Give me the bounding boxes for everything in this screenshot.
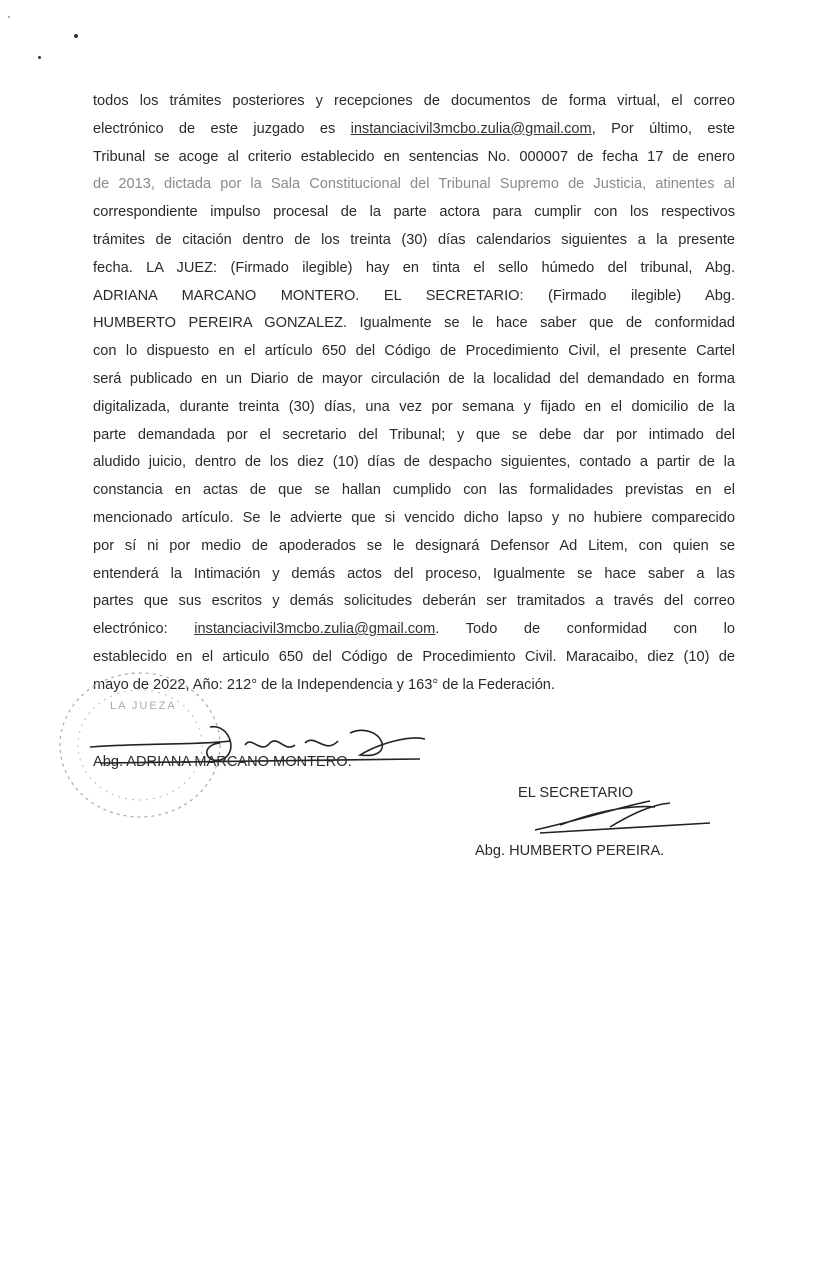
body-line: ADRIANA MARCANO MONTERO. EL SECRETARIO: (Firmado ilegible) Abg. xyxy=(93,287,735,304)
document-body xyxy=(93,90,735,702)
body-line: establecido en el articulo 650 del Código de Procedimiento Civil. Maracaibo, diez (10) de xyxy=(93,648,735,665)
body-line: fecha. LA JUEZ: (Firmado ilegible) hay en tinta el sello húmedo del tribunal, Abg. xyxy=(93,259,735,276)
body-line xyxy=(93,618,735,646)
judge-name: Abg. ADRIANA MARCANO MONTERO. xyxy=(93,754,352,770)
body-line: Tribunal se acoge al criterio establecido en sentencias No. 000007 de fecha 17 de enero xyxy=(93,148,735,165)
body-line: con lo dispuesto en el artículo 650 del Código de Procedimiento Civil, el presente Cartel xyxy=(93,343,735,360)
scan-speck xyxy=(38,56,41,59)
line-text: , Por último, este xyxy=(591,120,736,137)
line-text: . Todo de conformidad con lo xyxy=(435,621,736,638)
line-text: electrónico: xyxy=(93,621,195,638)
secretary-signature xyxy=(520,795,720,840)
body-line: entenderá la Intimación y demás actos del proceso, Igualmente se hace saber a las xyxy=(93,565,735,582)
line-text: electrónico de este juzgado es xyxy=(93,120,351,137)
body-line: digitalizada, durante treinta (30) días, una vez por semana y fijado en el domicilio de la xyxy=(93,398,735,415)
secretary-name: Abg. HUMBERTO PEREIRA. xyxy=(475,843,665,859)
body-line: constancia en actas de que se hallan cumplido con las formalidades previstas en el xyxy=(93,482,735,499)
body-line: partes que sus escritos y demás solicitudes deberán ser tramitados a través del correo xyxy=(93,593,735,610)
body-line: parte demandada por el secretario del Tribunal; y que se debe dar por intimado del xyxy=(93,426,735,443)
body-line: mayo de 2022, Año: 212° de la Independencia y 163° de la Federación. xyxy=(93,676,555,693)
body-line: aludido juicio, dentro de los diez (10) días de despacho siguientes, contado a partir de la xyxy=(93,454,735,471)
body-line: será publicado en un Diario de mayor circulación de la localidad del demandado en forma xyxy=(93,370,735,387)
secretary-title: EL SECRETARIO xyxy=(518,785,634,801)
stamp-text: LA JUEZA xyxy=(110,700,177,712)
scan-speck xyxy=(74,34,78,38)
body-line: trámites de citación dentro de los treinta (30) días calendarios siguientes a la presente xyxy=(93,231,735,248)
body-line: HUMBERTO PEREIRA GONZALEZ. Igualmente se le hace saber que de conformidad xyxy=(93,315,735,332)
body-line: por sí ni por medio de apoderados se le designará Defensor Ad Litem, con quien se xyxy=(93,537,735,554)
body-line: todos los trámites posteriores y recepciones de documentos de forma virtual, el correo xyxy=(93,93,735,109)
court-email-link[interactable]: instanciacivil3mcbo.zulia@gmail.com xyxy=(350,120,592,137)
scan-speck xyxy=(8,16,10,18)
body-line xyxy=(93,118,735,146)
body-line: de 2013, dictada por la Sala Constitucional del Tribunal Supremo de Justicia, atinentes al xyxy=(93,176,735,193)
court-email-link[interactable]: instanciacivil3mcbo.zulia@gmail.com xyxy=(194,621,436,638)
body-line: mencionado artículo. Se le advierte que si vencido dicho lapso y no hubiere comparecido xyxy=(93,509,735,526)
body-line: correspondiente impulso procesal de la parte actora para cumplir con los respectivos xyxy=(93,204,735,221)
